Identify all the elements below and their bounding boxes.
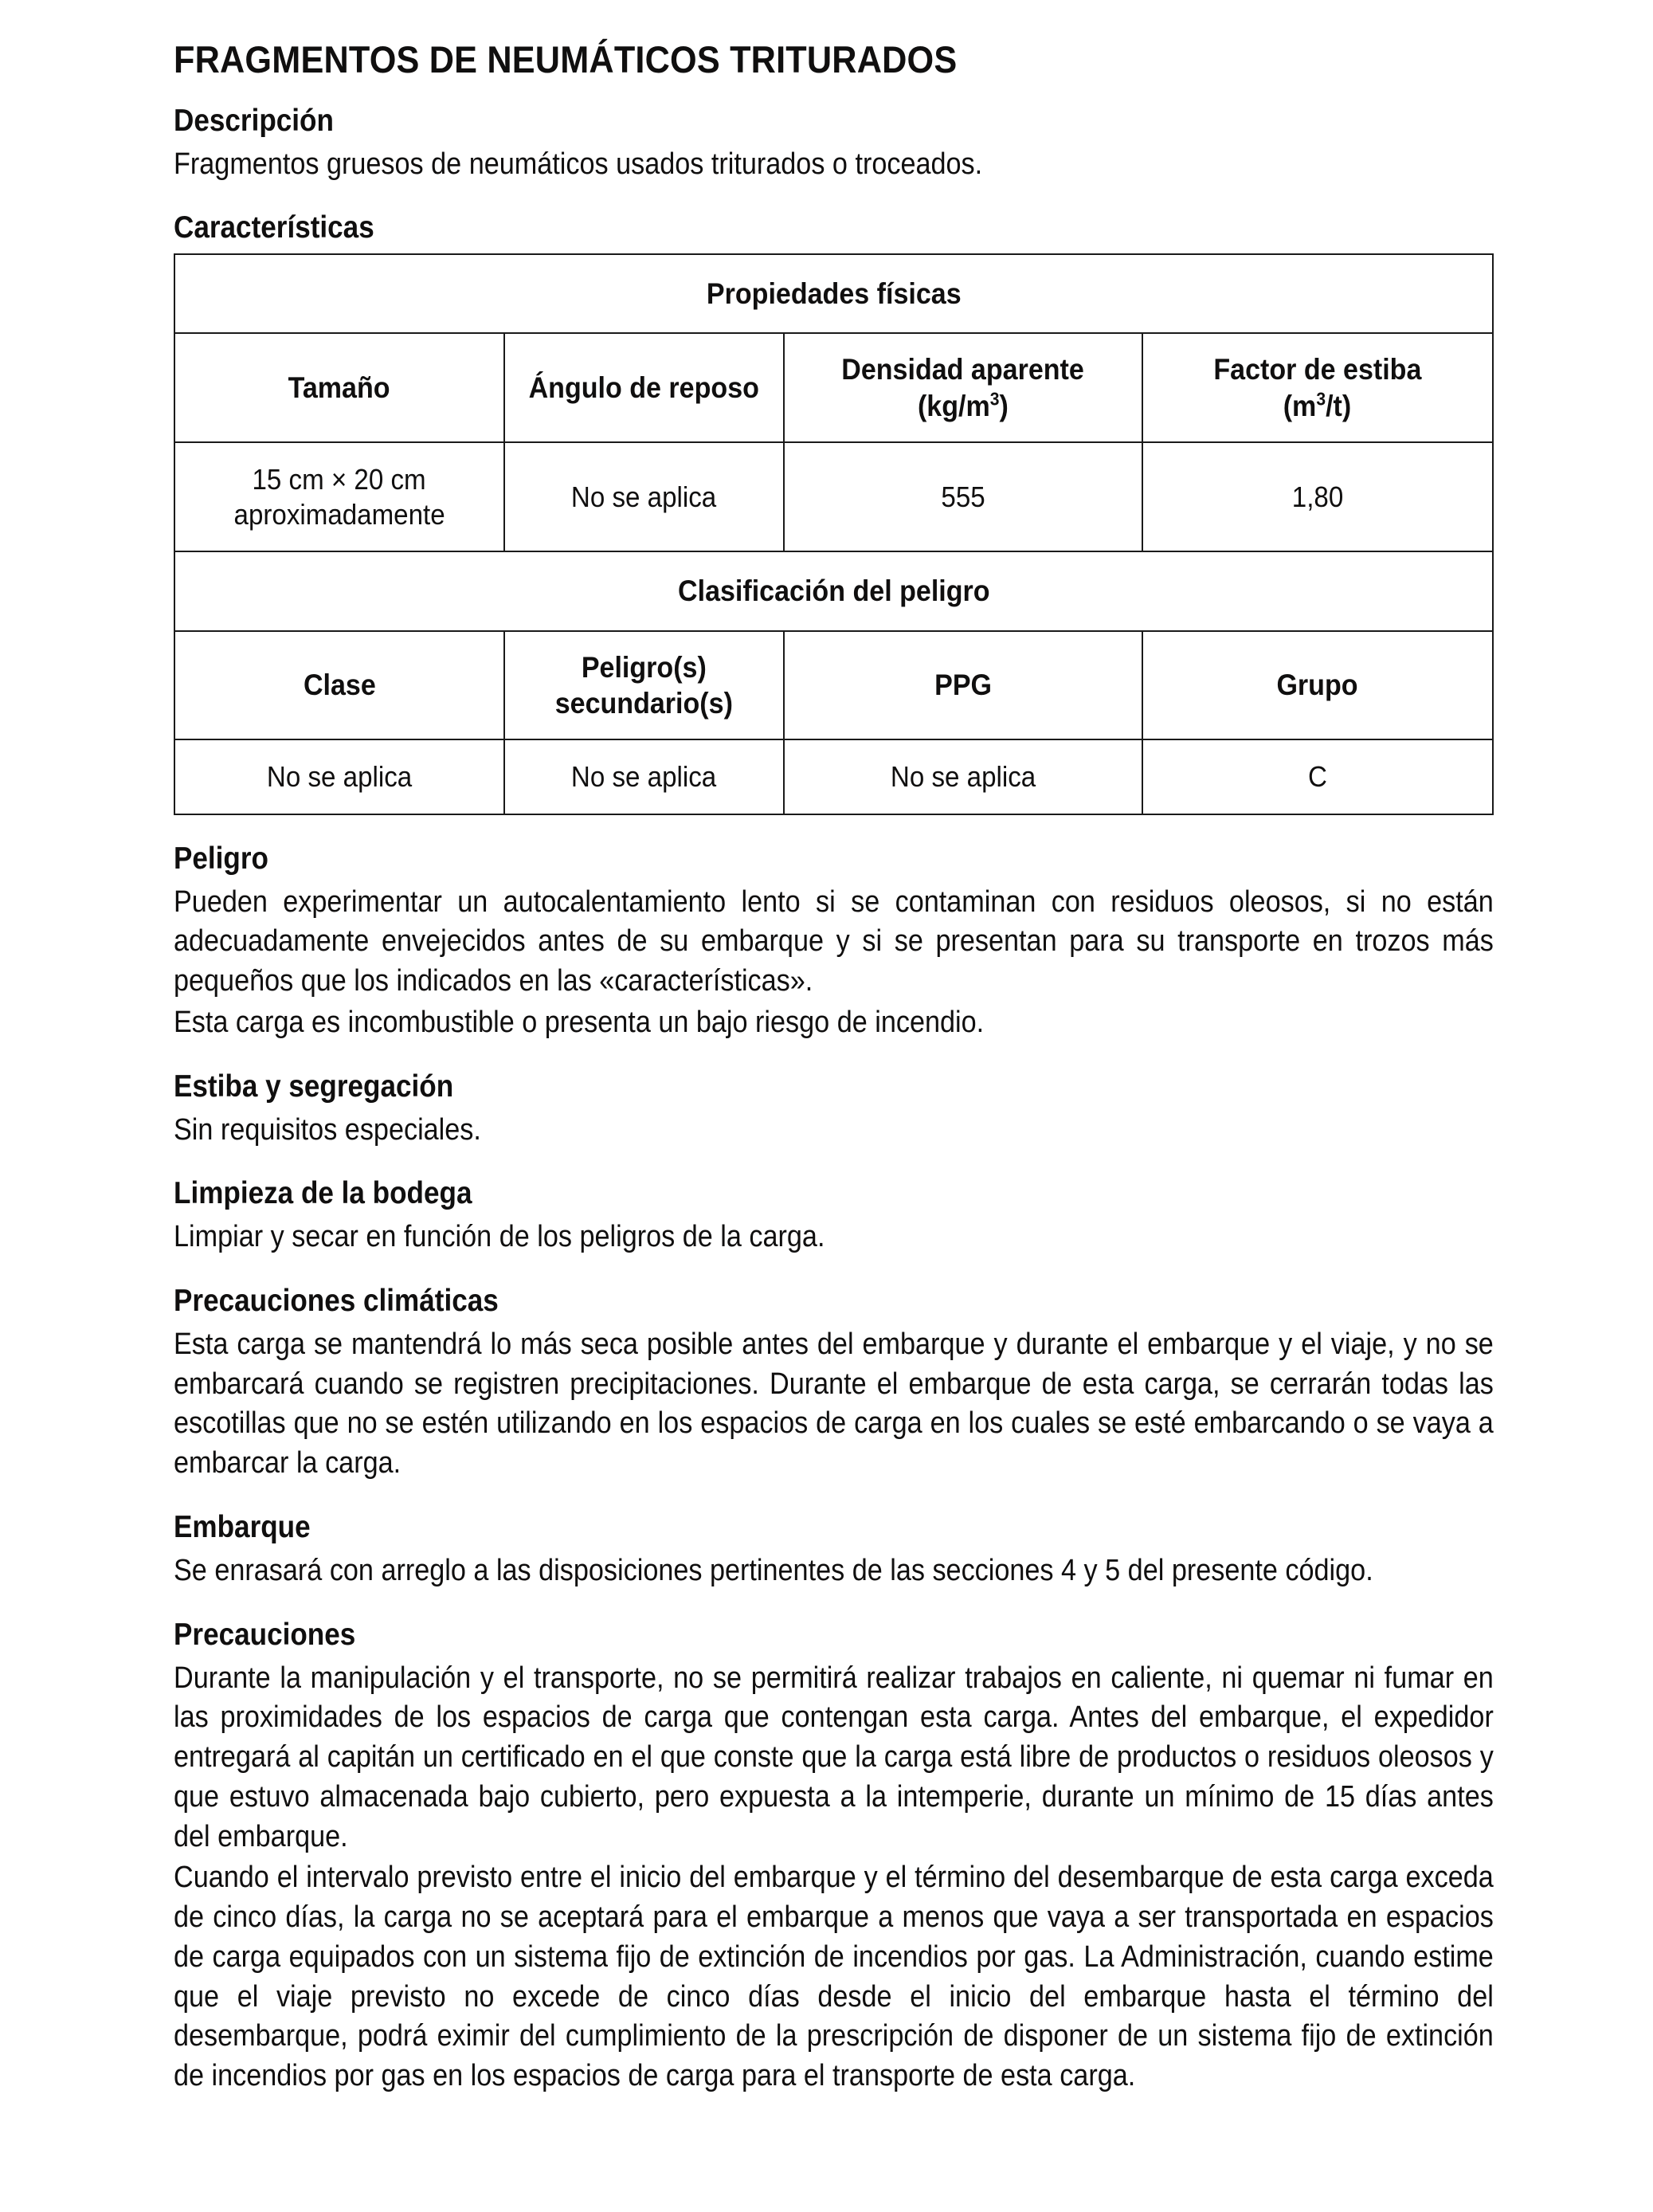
text-embarque: Se enrasará con arreglo a las disposiciones pertinentes de las secciones 4 y 5 del presente código. (174, 1553, 1373, 1587)
table-cell-stowage-label: 1,80 (1291, 480, 1344, 513)
table-cell-density-label: 555 (941, 480, 985, 513)
table-row-hazard-values (174, 739, 1493, 814)
table-header-size-label: Tamaño (288, 371, 390, 404)
text-descripcion: Fragmentos gruesos de neumáticos usados triturados o troceados. (174, 147, 983, 181)
heading-precauciones-climaticas: Precauciones climáticas (174, 1284, 499, 1319)
table-cell-density-value (784, 442, 1142, 552)
table-header-stowage-units (1283, 388, 1352, 424)
stowage-unit-prefix: (m (1283, 389, 1317, 422)
table-header-stowage (1142, 333, 1493, 441)
table-header-subsidiary-line1: Peligro(s) (581, 650, 707, 684)
heading-precauciones: Precauciones (174, 1617, 356, 1652)
table-header-density-units (918, 388, 1009, 424)
table-header-density-line1: Densidad aparente (841, 353, 1084, 386)
table-header-subsidiary (504, 631, 784, 739)
text-precauciones-1: Durante la manipulación y el transporte, no se permitirá realizar trabajos en caliente, ni quemar ni fumar en las proximidades de los espacios de carga que contengan esta carga. Antes del embarque, el expedidor entregará al capitán un certificado en el que conste que la carga está libre de productos o residuos oleosos y que estuvo almacenada bajo cubierto, pero expuesta a la intemperie, durante un mínimo de 15 días antes del embarque. (174, 1661, 1494, 1853)
table-header-class-label: Clase (303, 669, 376, 702)
heading-caracteristicas: Características (174, 210, 374, 245)
table-group-header-physical-label: Propiedades físicas (706, 277, 962, 311)
text-peligro-1: Pueden experimentar un autocalentamiento lento si se contaminan con residuos oleosos, si no están adecuadamente envejecidos antes de su embarque y si se presentan para su transporte en trozos más pequeños que los indicados en las «características». (174, 884, 1494, 998)
text-precauciones-climaticas: Esta carga se mantendrá lo más seca posible antes del embarque y durante el embarque y el viaje, y no se embarcará cuando se registren precipitaciones. Durante el embarque de esta carga, se cerrarán todas las escotillas que no se estén utilizando en los espacios de carga en los cuales se esté embarcando o se vaya a embarcar la carga. (174, 1327, 1494, 1481)
table-group-header-hazard (174, 551, 1493, 630)
table-cell-angle-label: No se aplica (571, 480, 717, 513)
table-group-header-physical (174, 254, 1493, 333)
table-cell-group-value (1142, 739, 1493, 814)
table-cell-ppg-label: No se aplica (890, 759, 1036, 793)
table-header-ppg (784, 631, 1142, 739)
table-row-physical-group (174, 254, 1493, 333)
table-cell-size-value (174, 442, 504, 552)
text-limpieza-bodega: Limpiar y secar en función de los peligros de la carga. (174, 1220, 825, 1254)
table-cell-angle-value (504, 442, 784, 552)
table-cell-size-line2: aproximadamente (233, 497, 445, 531)
table-cell-class-value (174, 739, 504, 814)
table-header-stowage-line1: Factor de estiba (1213, 353, 1422, 386)
heading-estiba-segregacion: Estiba y segregación (174, 1069, 454, 1104)
stowage-unit-exponent: 3 (1316, 388, 1326, 410)
table-row-physical-headers (174, 333, 1493, 441)
table-header-group (1142, 631, 1493, 739)
characteristics-table (174, 253, 1494, 814)
table-cell-subsidiary-label: No se aplica (571, 759, 717, 793)
table-header-angle-label: Ángulo de reposo (528, 371, 759, 404)
heading-descripcion: Descripción (174, 103, 334, 138)
table-cell-class-label: No se aplica (266, 759, 412, 793)
table-header-subsidiary-line2: secundario(s) (554, 686, 733, 720)
table-cell-group-label: C (1307, 759, 1327, 793)
text-peligro-2: Esta carga es incombustible o presenta un bajo riesgo de incendio. (174, 1005, 985, 1039)
density-unit-prefix: (kg/m (917, 389, 990, 422)
table-cell-stowage-value (1142, 442, 1493, 552)
table-header-density (784, 333, 1142, 441)
table-header-angle (504, 333, 784, 441)
page-title: FRAGMENTOS DE NEUMÁTICOS TRITURADOS (174, 38, 958, 80)
table-header-group-label: Grupo (1276, 669, 1358, 702)
heading-limpieza-bodega: Limpieza de la bodega (174, 1176, 472, 1211)
heading-embarque: Embarque (174, 1509, 311, 1544)
heading-peligro: Peligro (174, 841, 268, 876)
stowage-unit-suffix: /t) (1326, 389, 1352, 422)
table-header-size (174, 333, 504, 441)
table-row-hazard-group (174, 551, 1493, 630)
table-cell-ppg-value (784, 739, 1142, 814)
table-header-class (174, 631, 504, 739)
table-cell-size-line1: 15 cm × 20 cm (252, 462, 426, 496)
table-group-header-hazard-label: Clasificación del peligro (677, 575, 990, 608)
table-header-ppg-label: PPG (934, 669, 992, 702)
density-unit-suffix: ) (999, 389, 1009, 422)
text-estiba-segregacion: Sin requisitos especiales. (174, 1112, 481, 1147)
density-unit-exponent: 3 (989, 388, 1000, 410)
table-row-hazard-headers (174, 631, 1493, 739)
text-precauciones-2: Cuando el intervalo previsto entre el inicio del embarque y el término del desembarque de esta carga exceda de cinco días, la carga no se aceptará para el embarque a menos que vaya a ser transportada en espacios de carga equipados con un sistema fijo de extinción de incendios por gas. La Administración, cuando estime que el viaje previsto no excede de cinco días desde el inicio del embarque hasta el término del desembarque, podrá eximir del cumplimiento de la prescripción de disponer de un sistema fijo de extinción de incendios por gas en los espacios de carga para el transporte de esta carga. (174, 1861, 1494, 2093)
table-cell-subsidiary-value (504, 739, 784, 814)
table-row-physical-values (174, 442, 1493, 552)
